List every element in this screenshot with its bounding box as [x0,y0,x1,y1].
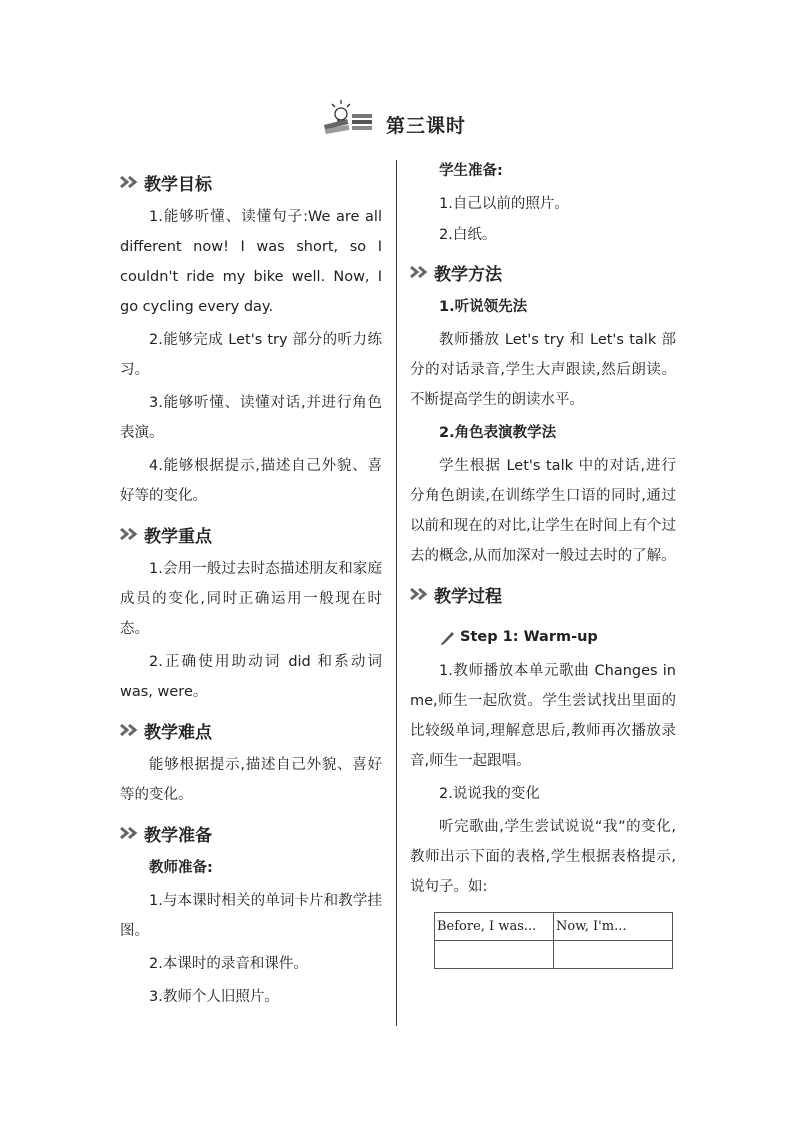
method-title: 1.听说领先法 [439,299,528,315]
process-paragraph: 2.说说我的变化 [439,786,540,802]
double-chevron-icon [410,587,432,601]
table-header-cell: Now, I'm... [554,913,673,941]
student-prep-item: 2.白纸。 [439,227,497,243]
double-chevron-icon [120,723,142,737]
section-heading-key-points [120,514,382,554]
process-paragraph: 听完歌曲,学生尝试说说“我”的变化,教师出示下面的表格,学生根据表格提示,说句子。如: [410,819,676,895]
table-cell [435,941,554,969]
section-heading-label: 教学过程 [434,586,502,607]
title-area [0,98,794,148]
goal-item: 1.能够听懂、读懂句子:We are all different now! I was short, so I couldn't ride my bike well. Now, I go cycling every day. [120,209,382,315]
method-title: 2.角色表演教学法 [439,425,557,441]
double-chevron-icon [120,826,142,840]
page-title: 第三课时 [386,115,467,137]
teacher-prep-item: 2.本课时的录音和课件。 [149,956,308,972]
key-point-item: 2.正确使用助动词 did 和系动词 was, were。 [120,654,382,700]
teacher-prep-item: 3.教师个人旧照片。 [149,989,279,1005]
goal-item: 3.能够听懂、读懂对话,并进行角色表演。 [120,395,382,441]
section-heading-methods [410,252,676,292]
table-header-row [435,913,673,941]
teacher-prep-label: 教师准备: [149,860,213,876]
key-point-item: 1.会用一般过去时态描述朋友和家庭成员的变化,同时正确运用一般现在时态。 [120,561,382,637]
process-paragraph: 1.教师播放本单元歌曲 Changes in me,师生一起欣赏。学生尝试找出里面的比较级单词,理解意思后,教师再次播放录音,师生一起跟唱。 [410,663,676,769]
student-prep-label: 学生准备: [439,163,503,179]
double-chevron-icon [120,175,142,189]
difficulty-item: 能够根据提示,描述自己外貌、喜好等的变化。 [120,757,382,803]
section-heading-label: 教学准备 [144,825,212,846]
left-column [120,160,382,1015]
student-prep-item: 1.自己以前的照片。 [439,196,569,212]
double-chevron-icon [120,527,142,541]
pen-icon [440,629,456,645]
goal-item: 4.能够根据提示,描述自己外貌、喜好等的变化。 [120,458,382,504]
section-heading-process [410,574,676,614]
double-chevron-icon [410,265,432,279]
section-heading-preparation [120,813,382,853]
goal-item: 2.能够完成 Let's try 部分的听力练习。 [120,332,382,378]
section-heading-label: 教学难点 [144,722,212,743]
teacher-prep-item: 1.与本课时相关的单词卡片和教学挂图。 [120,893,382,939]
right-column [410,160,676,969]
method-text: 学生根据 Let's talk 中的对话,进行分角色朗读,在训练学生口语的同时,通过以前和现在的对比,让学生在时间上有个过去的概念,从而加深对一般过去时的了解。 [410,458,676,564]
table-cell [554,941,673,969]
lightbulb-books-icon [321,98,377,134]
before-now-table [434,912,673,969]
section-heading-goals [120,162,382,202]
step-label: Step 1: Warm-up [460,629,598,645]
step-heading [410,622,676,652]
section-heading-label: 教学目标 [144,174,212,195]
column-divider [396,160,397,1026]
method-text: 教师播放 Let's try 和 Let's talk 部分的对话录音,学生大声跟读,然后朗读。不断提高学生的朗读水平。 [410,332,676,408]
table-row [435,941,673,969]
table-header-cell: Before, I was... [435,913,554,941]
section-heading-label: 教学方法 [434,264,502,285]
section-heading-label: 教学重点 [144,526,212,547]
section-heading-difficulties [120,710,382,750]
